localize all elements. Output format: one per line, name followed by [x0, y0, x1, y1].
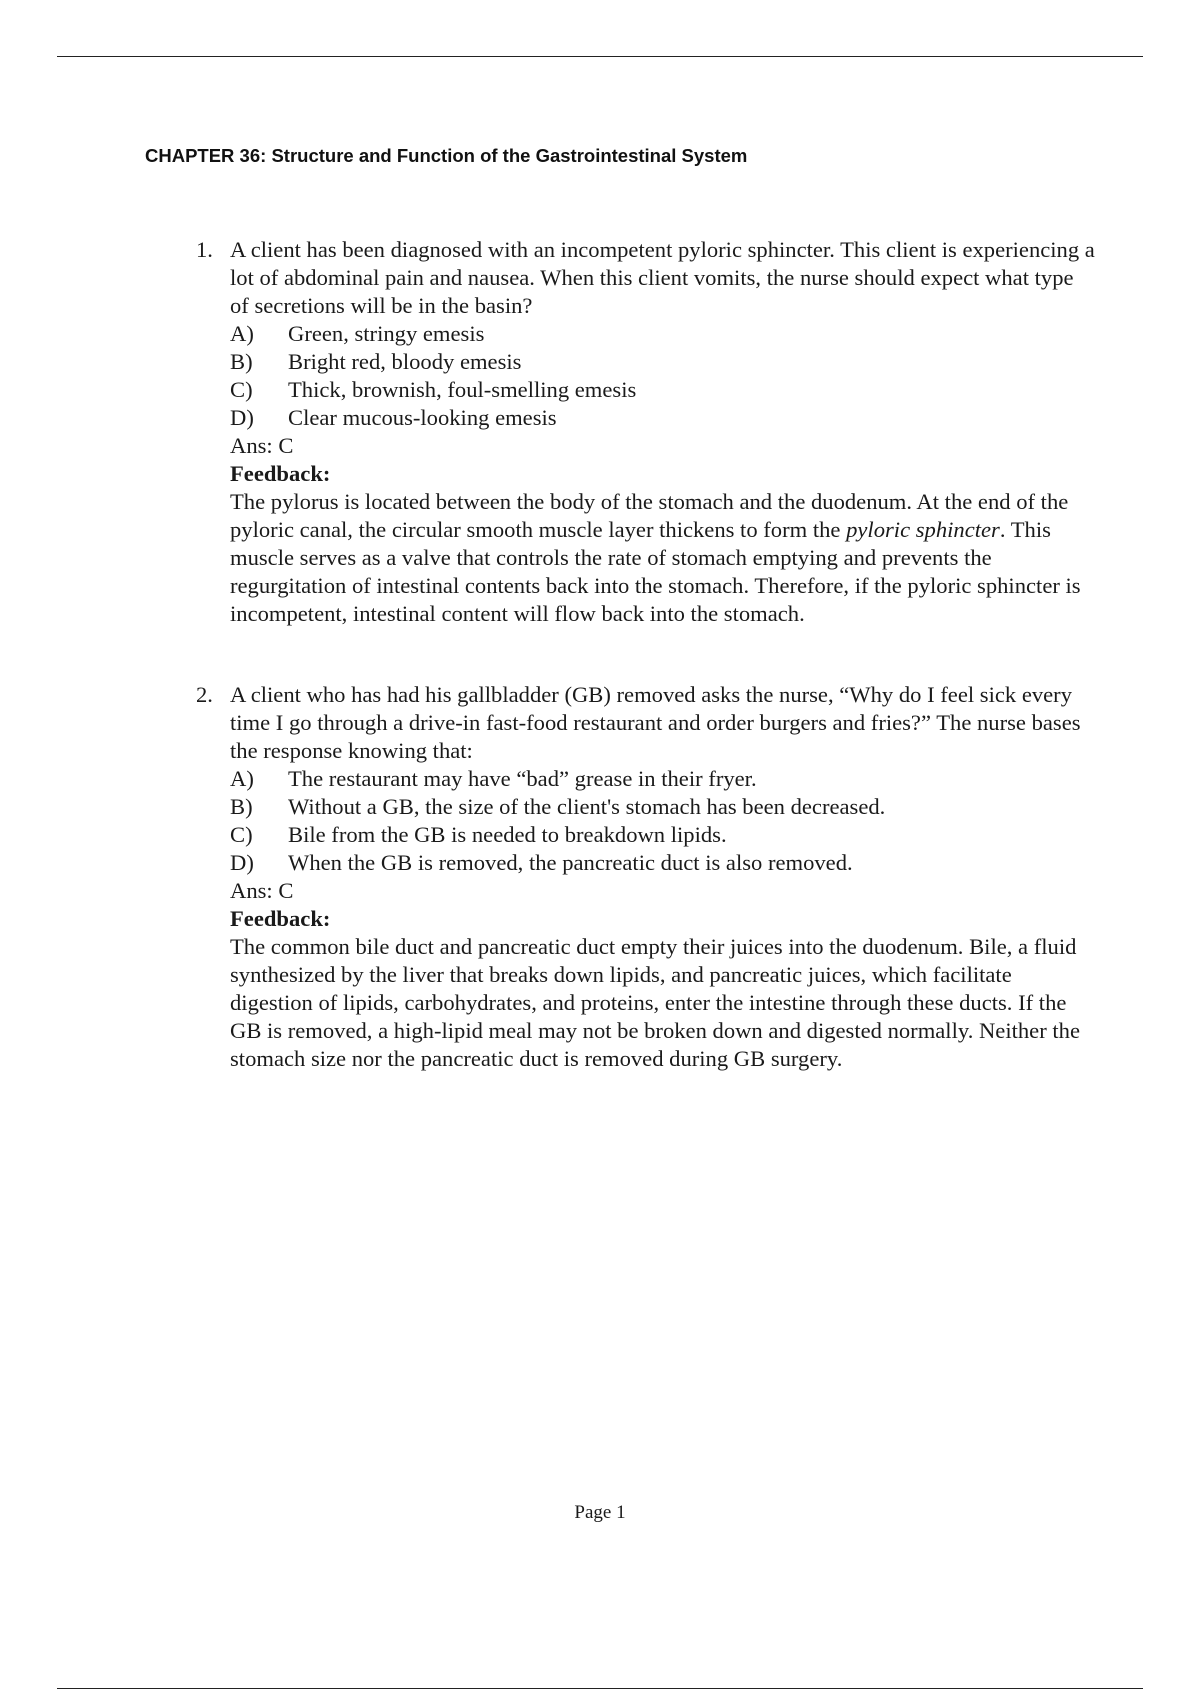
feedback-text-part-2: . This muscle serves as a valve that controls the rate of stomach emptying and prevents the regurgitation of intestinal contents back into the stomach. Therefore, if the pyloric sphincter is incompetent, intestinal content will flow back into the stomach.: [230, 517, 1081, 626]
question-body: [230, 236, 1096, 628]
question-1: [196, 236, 1096, 628]
feedback-label: Feedback:: [230, 906, 331, 931]
option-text: The restaurant may have “bad” grease in their fryer.: [288, 766, 757, 791]
feedback-text: [230, 488, 1096, 628]
option-letter: C): [230, 377, 253, 402]
option-c: [230, 821, 1096, 849]
option-letter: B): [230, 349, 253, 374]
option-text: Bright red, bloody emesis: [288, 349, 522, 374]
option-d: [230, 404, 1096, 432]
question-number: 1.: [196, 237, 213, 262]
question-stem: A client has been diagnosed with an incompetent pyloric sphincter. This client is experiencing a lot of abdominal pain and nausea. When this client vomits, the nurse should expect what type of secretions will be in the basin?: [230, 237, 1095, 318]
option-letter: C): [230, 822, 253, 847]
option-letter: D): [230, 850, 254, 875]
option-letter: B): [230, 794, 253, 819]
option-text: When the GB is removed, the pancreatic duct is also removed.: [288, 850, 853, 875]
page-number: Page 1: [574, 1502, 626, 1523]
option-text: Without a GB, the size of the client's stomach has been decreased.: [288, 794, 886, 819]
question-body: [230, 681, 1096, 1073]
option-letter: D): [230, 405, 254, 430]
option-c: [230, 376, 1096, 404]
top-rule: [57, 56, 1143, 57]
option-b: [230, 348, 1096, 376]
chapter-title: CHAPTER 36: Structure and Function of the Gastrointestinal System: [145, 145, 748, 166]
answer-line: Ans: C: [230, 878, 294, 903]
question-stem: A client who has had his gallbladder (GB) removed asks the nurse, “Why do I feel sick every time I go through a drive-in fast-food restaurant and order burgers and fries?” The nurse bases the response knowing that:: [230, 682, 1081, 763]
bottom-rule: [57, 1688, 1143, 1689]
option-text: Bile from the GB is needed to breakdown lipids.: [288, 822, 727, 847]
option-letter: A): [230, 766, 254, 791]
option-d: [230, 849, 1096, 877]
option-text: Clear mucous-looking emesis: [288, 405, 557, 430]
question-2: [196, 681, 1096, 1073]
feedback-text: The common bile duct and pancreatic duct empty their juices into the duodenum. Bile, a fluid synthesized by the liver that breaks down lipids, and pancreatic juices, which facilitate digestion of lipids, carbohydrates, and proteins, enter the intestine through these ducts. If the GB is removed, a high-lipid meal may not be broken down and digested normally. Neither the stomach size nor the pancreatic duct is removed during GB surgery.: [230, 934, 1080, 1071]
option-text: Green, stringy emesis: [288, 321, 485, 346]
feedback-text-italic: pyloric sphincter: [846, 517, 1000, 542]
answer-line: Ans: C: [230, 433, 294, 458]
option-b: [230, 793, 1096, 821]
option-text: Thick, brownish, foul-smelling emesis: [288, 377, 637, 402]
option-a: [230, 765, 1096, 793]
option-a: [230, 320, 1096, 348]
question-number: 2.: [196, 682, 213, 707]
feedback-label: Feedback:: [230, 461, 331, 486]
feedback-text-part-1: The pylorus is located between the body of the stomach and the duodenum. At the end of the pyloric canal, the circular smooth muscle layer thickens to form the: [230, 489, 1069, 542]
option-letter: A): [230, 321, 254, 346]
